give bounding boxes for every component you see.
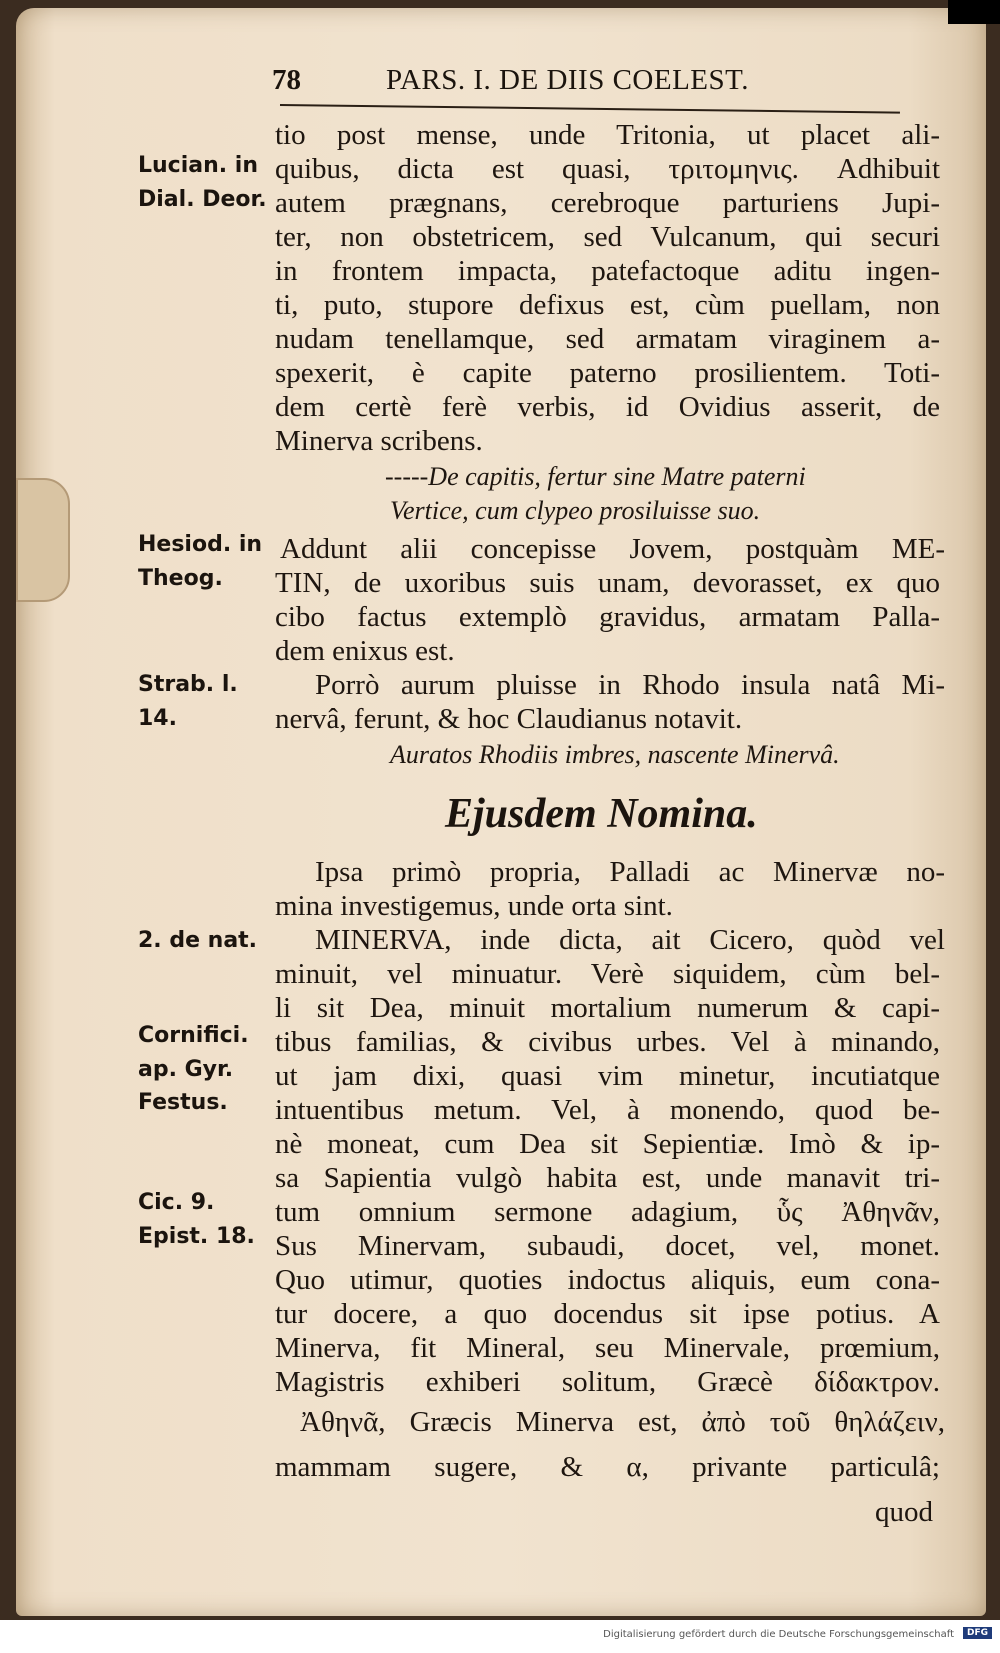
text-line: minuit, vel minuatur. Verè siquidem, cùm bel- [275,958,940,990]
text-line: tur docere, a quo docendus sit ipse potius. A [275,1298,940,1330]
text-line: mina investigemus, unde orta sint. [275,890,673,922]
page-fold-tab [16,478,70,602]
margin-note: 2. de nat. [138,928,258,953]
verse-line: -----De capitis, fertur sine Matre paterni [385,462,806,491]
text-line: quibus, dicta est quasi, τριτομηνις. Adhibuit [275,153,940,185]
text-line: Addunt alii concepisse Jovem, postquàm ME- [280,533,945,565]
text-line: li sit Dea, minuit mortalium numerum & capi- [275,992,940,1024]
margin-note: Theog. [138,566,223,591]
text-line: mammam sugere, & α, privante particulâ; [275,1451,940,1483]
text-line: Minerva scribens. [275,425,483,457]
scan-corner [948,0,1000,24]
text-line: intuentibus metum. Vel, à monendo, quod be- [275,1094,940,1126]
margin-note: Cic. 9. [138,1190,215,1215]
margin-note: ap. Gyr. [138,1057,234,1082]
text-line: Ipsa primò propria, Palladi ac Minervæ no- [315,856,945,888]
text-line: autem prægnans, cerebroque parturiens Jupi- [275,187,940,219]
dfg-logo: DFG [963,1627,992,1639]
text-line: nè moneat, cum Dea sit Sepientiæ. Imò & ip- [275,1128,940,1160]
text-line: tibus familias, & civibus urbes. Vel à minando, [275,1026,940,1058]
text-line: Ἀθηνᾶ, Græcis Minerva est, ἀπὸ τοῦ θηλάζειν, [300,1406,945,1438]
text-line: ti, puto, stupore defixus est, cùm puellam, non [275,289,940,321]
text-line: ter, non obstetricem, sed Vulcanum, qui securi [275,221,940,253]
text-line: nudam tenellamque, sed armatam viraginem a- [275,323,940,355]
text-line: spexerit, è capite paterno prosilientem. Toti- [275,357,940,389]
margin-note: Strab. l. [138,672,238,697]
text-line: Porrò aurum pluisse in Rhodo insula natâ Mi- [315,669,945,701]
text-line: Minerva, fit Mineral, seu Minervale, prœmium, [275,1332,940,1364]
margin-note: Dial. Deor. [138,187,267,212]
text-line: ut jam dixi, quasi vim minetur, incutiatque [275,1060,940,1092]
margin-note: Epist. 18. [138,1224,255,1249]
margin-note: Festus. [138,1090,228,1115]
text-line: tio post mense, unde Tritonia, ut placet ali- [275,119,940,151]
margin-note: 14. [138,706,177,731]
footer-bar [0,1620,1000,1653]
text-line: cibo factus extemplò gravidus, armatam Palla- [275,601,940,633]
text-line: dem enixus est. [275,635,455,667]
text-line: in frontem impacta, patefactoque aditu ingen- [275,255,940,287]
margin-note: Hesiod. in [138,532,263,557]
running-head: PARS. I. DE DIIS COELEST. [386,64,749,96]
page-number: 78 [272,64,301,96]
verse-line: Auratos Rhodiis imbres, nascente Minervâ. [390,740,840,769]
footer-credit: Digitalisierung gefördert durch die Deutsche Forschungsgemeinschaft [603,1629,954,1640]
margin-note: Cornifici. [138,1023,249,1048]
section-heading: Ejusdem Nomina. [445,791,758,837]
catchword: quod [875,1496,933,1528]
text-line: Magistris exhiberi solitum, Græcè δίδακτρον. [275,1366,940,1398]
margin-note: Lucian. in [138,153,258,178]
text-line: TIN, de uxoribus suis unam, devorasset, ex quo [275,567,940,599]
text-line: Sus Minervam, subaudi, docet, vel, monet. [275,1230,940,1262]
text-line: nervâ, ferunt, & hoc Claudianus notavit. [275,703,743,735]
verse-line: Vertice, cum clypeo prosiluisse suo. [390,496,761,525]
text-line: tum omnium sermone adagium, ὗς Ἀθηνᾶν, [275,1196,940,1228]
text-line: sa Sapientia vulgò habita est, unde manavit tri- [275,1162,940,1194]
text-line: MINERVA, inde dicta, ait Cicero, quòd vel [315,924,945,956]
text-line: dem certè ferè verbis, id Ovidius asserit, de [275,391,940,423]
page-header [272,58,872,106]
text-line: Quo utimur, quoties indoctus aliquis, eum cona- [275,1264,940,1296]
